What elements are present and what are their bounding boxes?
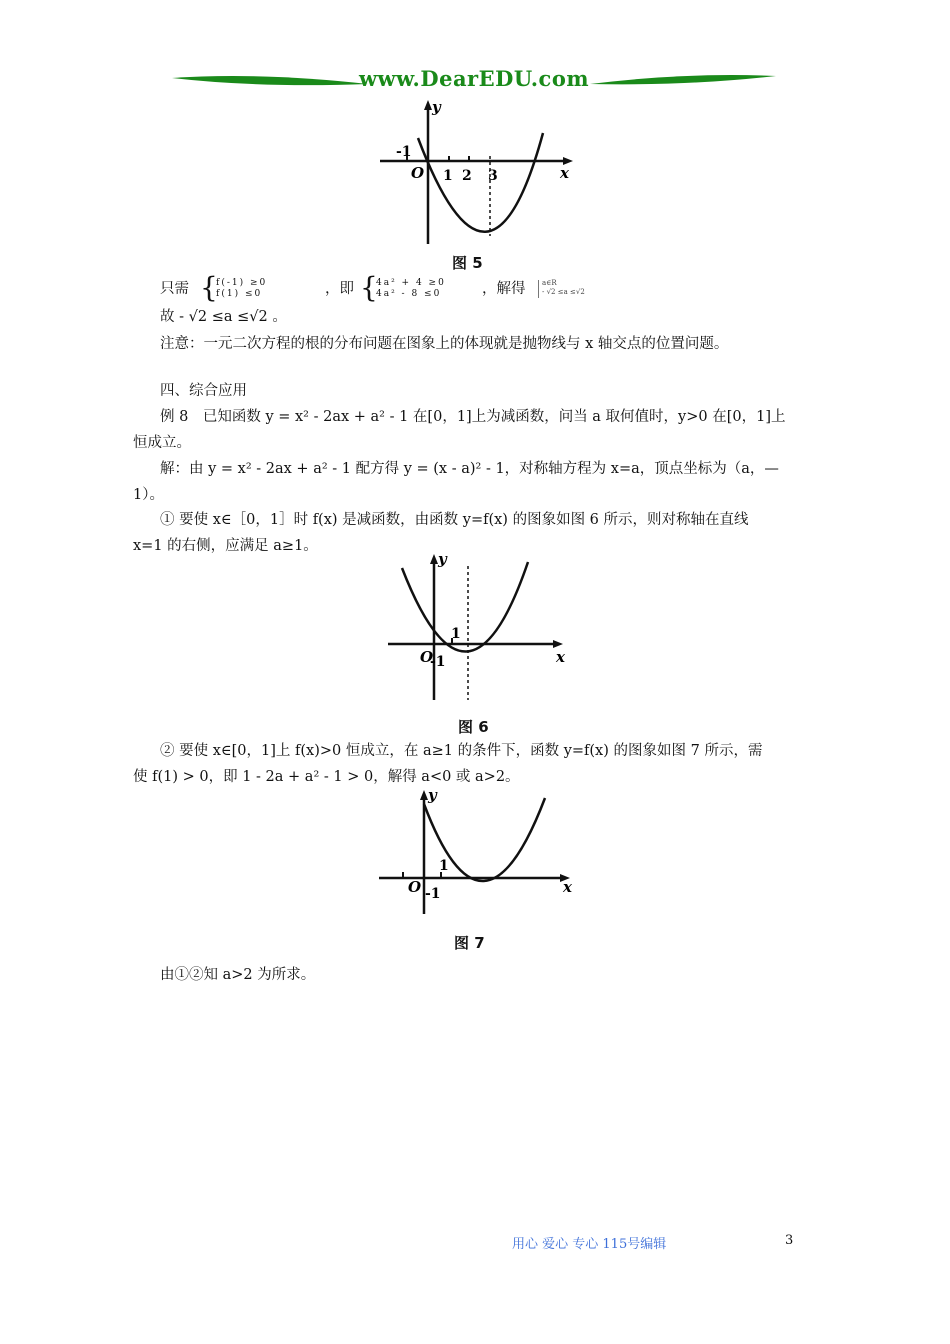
- figure-7: [375, 786, 575, 920]
- fig6-y-label: y: [438, 550, 447, 568]
- fig6-origin-label: O: [420, 648, 434, 666]
- condition-system-2-line1: 4a² + 4 ≥0: [376, 278, 446, 288]
- fig5-neg1-label: -1: [396, 144, 412, 160]
- fig7-origin-label: O: [408, 878, 422, 896]
- conclusion-line: 由①②知 a>2 为所求。: [160, 967, 316, 983]
- condition-system-1-line1: f(-1) ≥0: [216, 278, 268, 288]
- fig5-tick3-label: 3: [488, 168, 498, 184]
- part1-line-1: ① 要使 x∈［0，1］时 f(x) 是减函数，由函数 y=f(x) 的图象如图 6 所示，则对称轴在直线: [160, 512, 749, 528]
- page-number: 3: [785, 1233, 794, 1248]
- figure-6: [382, 548, 572, 708]
- condition-prefix: 只需: [160, 281, 189, 297]
- brace-1: {: [200, 271, 218, 304]
- example-line-2: 恒成立。: [133, 435, 191, 451]
- fig7-y-label: y: [428, 786, 437, 804]
- fig5-tick2-label: 2: [462, 168, 472, 184]
- fig5-tick1-label: 1: [443, 168, 453, 184]
- fig7-x-label: x: [563, 878, 572, 896]
- condition-system-3: [542, 279, 585, 297]
- fig7-caption: 图 7: [454, 934, 485, 952]
- condition-system-3-line1: a∈R: [542, 279, 557, 287]
- fig6-neg1-label: -1: [430, 654, 446, 670]
- section-heading: 四、综合应用: [160, 383, 247, 399]
- note-paragraph: 注意：一元二次方程的根的分布问题在图象上的体现就是抛物线与 x 轴交点的位置问题。: [160, 336, 729, 352]
- fig5-y-label: y: [432, 98, 441, 116]
- part2-line-2: 使 f(1) > 0，即 1 - 2a + a² - 1 > 0，解得 a<0 或 a>2。: [133, 769, 520, 785]
- condition-system-2: [376, 278, 446, 300]
- condition-system-2-line2: 4a² - 8 ≤0: [376, 289, 442, 299]
- therefore-line: 故 - √2 ≤a ≤√2 。: [160, 309, 287, 325]
- fig6-x-label: x: [556, 648, 565, 666]
- fig6-caption: 图 6: [458, 718, 489, 736]
- fig6-one-label: 1: [451, 626, 461, 642]
- figure-5: [370, 98, 580, 250]
- fig5-caption: 图 5: [452, 254, 483, 272]
- fig5-x-label: x: [560, 164, 569, 182]
- fig7-one-label: 1: [439, 858, 449, 874]
- example-line-1: 例 8 已知函数 y = x² - 2ax + a² - 1 在[0，1]上为减函数，问当 a 取何值时，y>0 在[0，1]上: [160, 409, 786, 425]
- fig5-origin-label: O: [411, 164, 425, 182]
- brace-2: {: [360, 271, 378, 304]
- condition-connector: ，即: [325, 281, 354, 297]
- part1-line-2: x=1 的右侧，应满足 a≥1。: [133, 538, 318, 554]
- condition-system-1: [216, 278, 267, 300]
- fig7-neg1-label: -1: [425, 886, 441, 902]
- site-title: www.DearEDU.com: [358, 66, 590, 91]
- part2-line-1: ② 要使 x∈[0，1]上 f(x)>0 恒成立，在 a≥1 的条件下，函数 y=f(x) 的图象如图 7 所示，需: [160, 743, 763, 759]
- site-banner: [170, 62, 778, 98]
- condition-system-3-line2: - √2 ≤a ≤√2: [542, 288, 585, 296]
- solution-line-1: 解：由 y = x² - 2ax + a² - 1 配方得 y = (x - a)² - 1，对称轴方程为 x=a，顶点坐标为（a，—: [160, 461, 779, 477]
- solution-line-2: 1）。: [133, 487, 164, 503]
- condition-system-1-line2: f(1) ≤0: [216, 289, 263, 299]
- footer-text: 用心 爱心 专心 115号编辑: [512, 1237, 667, 1252]
- condition-solve-label: ，解得: [482, 281, 526, 297]
- brace-3: [538, 280, 539, 298]
